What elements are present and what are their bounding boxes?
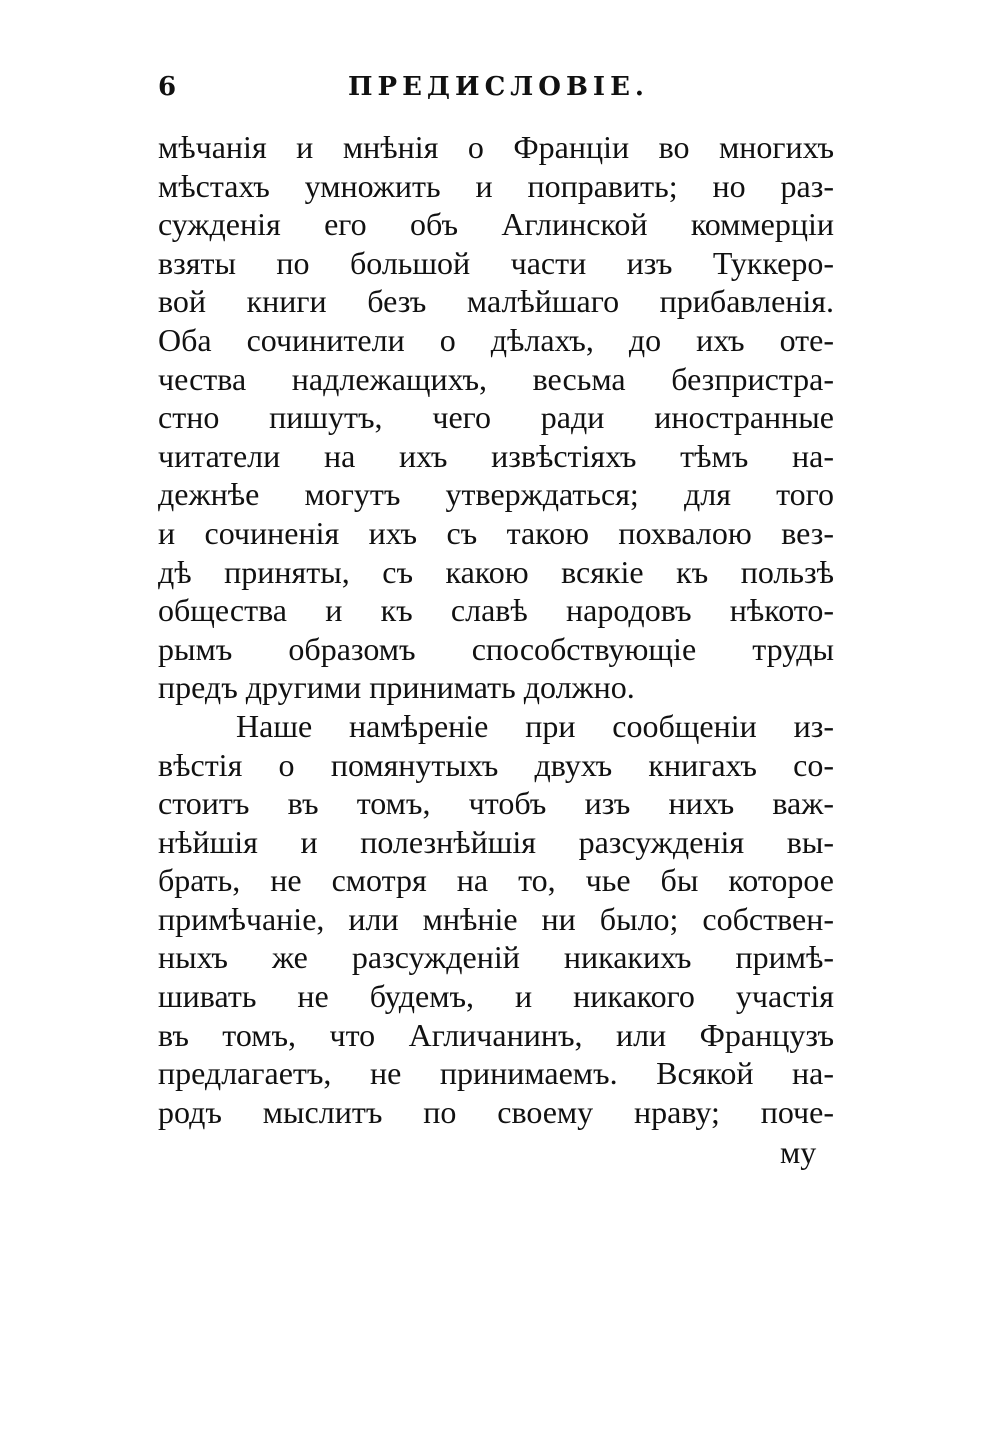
paragraph-1 [158, 128, 834, 707]
text-line: общества и къ славѣ народовъ нѣкото- [158, 592, 834, 629]
running-title: ПРЕДИСЛОВІЕ. [348, 72, 649, 102]
body-text [158, 128, 834, 1131]
text-line: мѣчанія и мнѣнія о Франціи во многихъ [158, 129, 834, 165]
text-line: брать, не смотря на то, чье бы которое [158, 862, 834, 899]
text-line: сужденія его объ Аглинской коммерціи [158, 206, 834, 243]
text-line: родъ мыслитъ по своему нраву; поче- [158, 1093, 834, 1130]
text-line: въ томъ, что Агличанинъ, или Французъ [158, 1016, 834, 1053]
catchword: му [780, 1134, 817, 1170]
text-line: вѣстія о помянутыхъ двухъ книгахъ со- [158, 746, 834, 783]
text-line: рымъ образомъ способствующіе труды [158, 630, 834, 667]
text-line: Оба сочинители о дѣлахъ, до ихъ оте- [158, 321, 834, 358]
text-line: взяты по большой части изъ Туккеро- [158, 244, 834, 281]
text-line: дѣ приняты, съ какою всякіе къ пользѣ [158, 553, 834, 590]
text-line: дежнѣе могутъ утверждаться; для того [158, 476, 834, 513]
text-line: стно пишутъ, чего ради иностранные [158, 399, 834, 436]
text-line: чества надлежащихъ, весьма безпристра- [158, 360, 834, 397]
text-line: вой книги безъ малѣйшаго прибавленія. [158, 283, 834, 320]
text-line: Наше намѣреніе при сообщеніи из- [236, 707, 834, 744]
page-header [158, 68, 834, 112]
text-line: читатели на ихъ извѣстіяхъ тѣмъ на- [158, 437, 834, 474]
text-line: ныхъ же разсужденій никакихъ примѣ- [158, 939, 834, 976]
text-line: нѣйшія и полезнѣйшія разсужденія вы- [158, 823, 834, 860]
text-line: шивать не будемъ, и никакого участія [158, 978, 834, 1015]
text-line: предъ другими принимать должно. [158, 669, 635, 706]
text-line: и сочиненія ихъ съ такою похвалою вез- [158, 514, 834, 551]
paragraph-2 [158, 707, 834, 1132]
text-line: стоитъ въ томъ, чтобъ изъ нихъ важ- [158, 785, 834, 822]
text-line: мѣстахъ умножить и поправить; но раз- [158, 167, 834, 204]
page-number: 6 [158, 72, 177, 102]
text-line: примѣчаніе, или мнѣніе ни было; собствен- [158, 900, 834, 937]
text-line: предлагаетъ, не принимаемъ. Всякой на- [158, 1055, 834, 1092]
